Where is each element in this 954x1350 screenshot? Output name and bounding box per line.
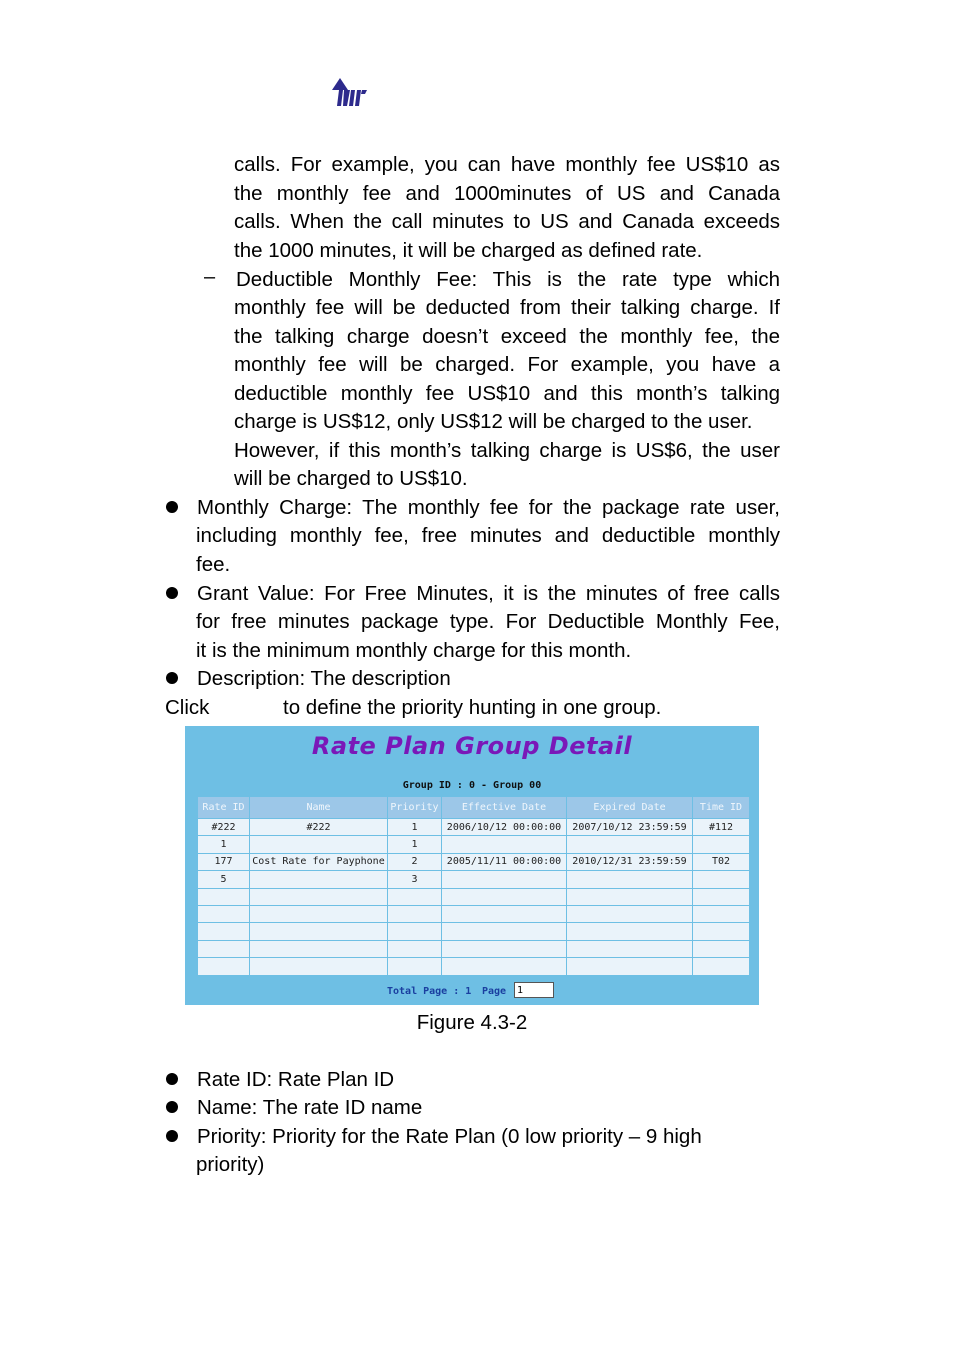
panel-title: Rate Plan Group Detail xyxy=(311,732,633,760)
cell-time-id: T02 xyxy=(693,853,750,870)
table-row[interactable] xyxy=(198,836,750,853)
body-line: including monthly fee, free minutes and deductible monthly xyxy=(196,524,780,547)
body-line: for free minutes package type. For Deductible Monthly Fee, xyxy=(196,610,780,633)
body-line: Grant Value: For Free Minutes, it is the minutes of free calls xyxy=(197,582,780,605)
body-line: Monthly Charge: The monthly fee for the package rate user, xyxy=(197,496,780,519)
table-row xyxy=(198,940,750,957)
body-line: it is the minimum monthly charge for this month. xyxy=(196,639,632,662)
body-line: calls. For example, you can have monthly fee US$10 as xyxy=(234,153,780,176)
table-row[interactable] xyxy=(198,871,750,888)
column-header: Rate ID xyxy=(198,797,250,819)
cell-name: Cost Rate for Payphone xyxy=(250,853,388,870)
cell-time-id xyxy=(693,871,750,888)
body-line: Click xyxy=(165,696,210,719)
column-header: Name xyxy=(250,797,388,819)
cell-priority: 2 xyxy=(388,853,442,870)
body-line: the monthly fee and 1000minutes of US and Canada xyxy=(234,182,780,205)
cell-rate-id: 1 xyxy=(198,836,250,853)
table-row xyxy=(198,923,750,940)
bullet-icon xyxy=(166,1130,178,1142)
pager xyxy=(185,985,759,1001)
cell-expired-date: 2007/10/12 23:59:59 xyxy=(567,819,693,836)
cell-time-id: #112 xyxy=(693,819,750,836)
cell-effective-date: 2006/10/12 00:00:00 xyxy=(442,819,567,836)
cell-expired-date xyxy=(567,836,693,853)
body-line: Description: The description xyxy=(197,667,451,690)
column-header: Expired Date xyxy=(567,797,693,819)
table-row xyxy=(198,888,750,905)
column-header: Effective Date xyxy=(442,797,567,819)
body-line: monthly fee will be charged. For example, you have a xyxy=(234,353,780,376)
total-page-label: Total Page : 1 xyxy=(387,986,472,997)
table-row xyxy=(198,958,750,975)
body-line: deductible monthly fee US$10 and this month’s talking xyxy=(234,382,780,405)
body-line: the 1000 minutes, it will be charged as defined rate. xyxy=(234,239,703,262)
cell-effective-date: 2005/11/11 00:00:00 xyxy=(442,853,567,870)
body-line: calls. When the call minutes to US and Canada exceeds xyxy=(234,210,780,233)
cell-time-id xyxy=(693,836,750,853)
cell-expired-date: 2010/12/31 23:59:59 xyxy=(567,853,693,870)
table-row[interactable] xyxy=(198,819,750,836)
bullet-icon xyxy=(166,1073,178,1085)
body-line: will be charged to US$10. xyxy=(234,467,468,490)
cell-priority: 1 xyxy=(388,819,442,836)
group-id-label: Group ID : 0 - Group 00 xyxy=(402,780,542,791)
body-line: However, if this month’s talking charge is US$6, the user xyxy=(234,439,780,462)
page-label: Page xyxy=(482,986,507,997)
cell-rate-id: 177 xyxy=(198,853,250,870)
body-line: charge is US$12, only US$12 will be charged to the user. xyxy=(234,410,753,433)
cell-name xyxy=(250,871,388,888)
body-line: the talking charge doesn’t exceed the monthly fee, the xyxy=(234,325,780,348)
body-line: to define the priority hunting in one group. xyxy=(283,696,662,719)
bullet-icon xyxy=(166,1101,178,1113)
body-line: fee. xyxy=(196,553,231,576)
dash-marker: – xyxy=(204,266,216,288)
bullet-icon xyxy=(166,587,178,599)
cell-effective-date xyxy=(442,836,567,853)
figure-caption: Figure 4.3-2 xyxy=(416,1011,528,1034)
cell-expired-date xyxy=(567,871,693,888)
cell-rate-id: #222 xyxy=(198,819,250,836)
cell-name: #222 xyxy=(250,819,388,836)
table-row[interactable] xyxy=(198,853,750,870)
cell-priority: 1 xyxy=(388,836,442,853)
table-row xyxy=(198,905,750,922)
cell-rate-id: 5 xyxy=(198,871,250,888)
body-line: Deductible Monthly Fee: This is the rate type which xyxy=(236,268,780,291)
body-line: Name: The rate ID name xyxy=(197,1096,423,1119)
rate-plan-group-panel xyxy=(185,726,759,1005)
bullet-icon xyxy=(166,501,178,513)
cell-name xyxy=(250,836,388,853)
cell-priority: 3 xyxy=(388,871,442,888)
company-logo-icon xyxy=(330,76,370,108)
page-number-input[interactable] xyxy=(514,982,554,998)
rate-plan-table xyxy=(197,796,750,976)
column-header: Time ID xyxy=(693,797,750,819)
body-line: priority) xyxy=(196,1153,265,1176)
cell-effective-date xyxy=(442,871,567,888)
bullet-icon xyxy=(166,672,178,684)
body-line: Rate ID: Rate Plan ID xyxy=(197,1068,395,1091)
body-line: monthly fee will be deducted from their talking charge. If xyxy=(234,296,780,319)
column-header: Priority xyxy=(388,797,442,819)
table-header-row xyxy=(198,797,750,819)
body-line: Priority: Priority for the Rate Plan (0 low priority – 9 high xyxy=(197,1125,702,1148)
